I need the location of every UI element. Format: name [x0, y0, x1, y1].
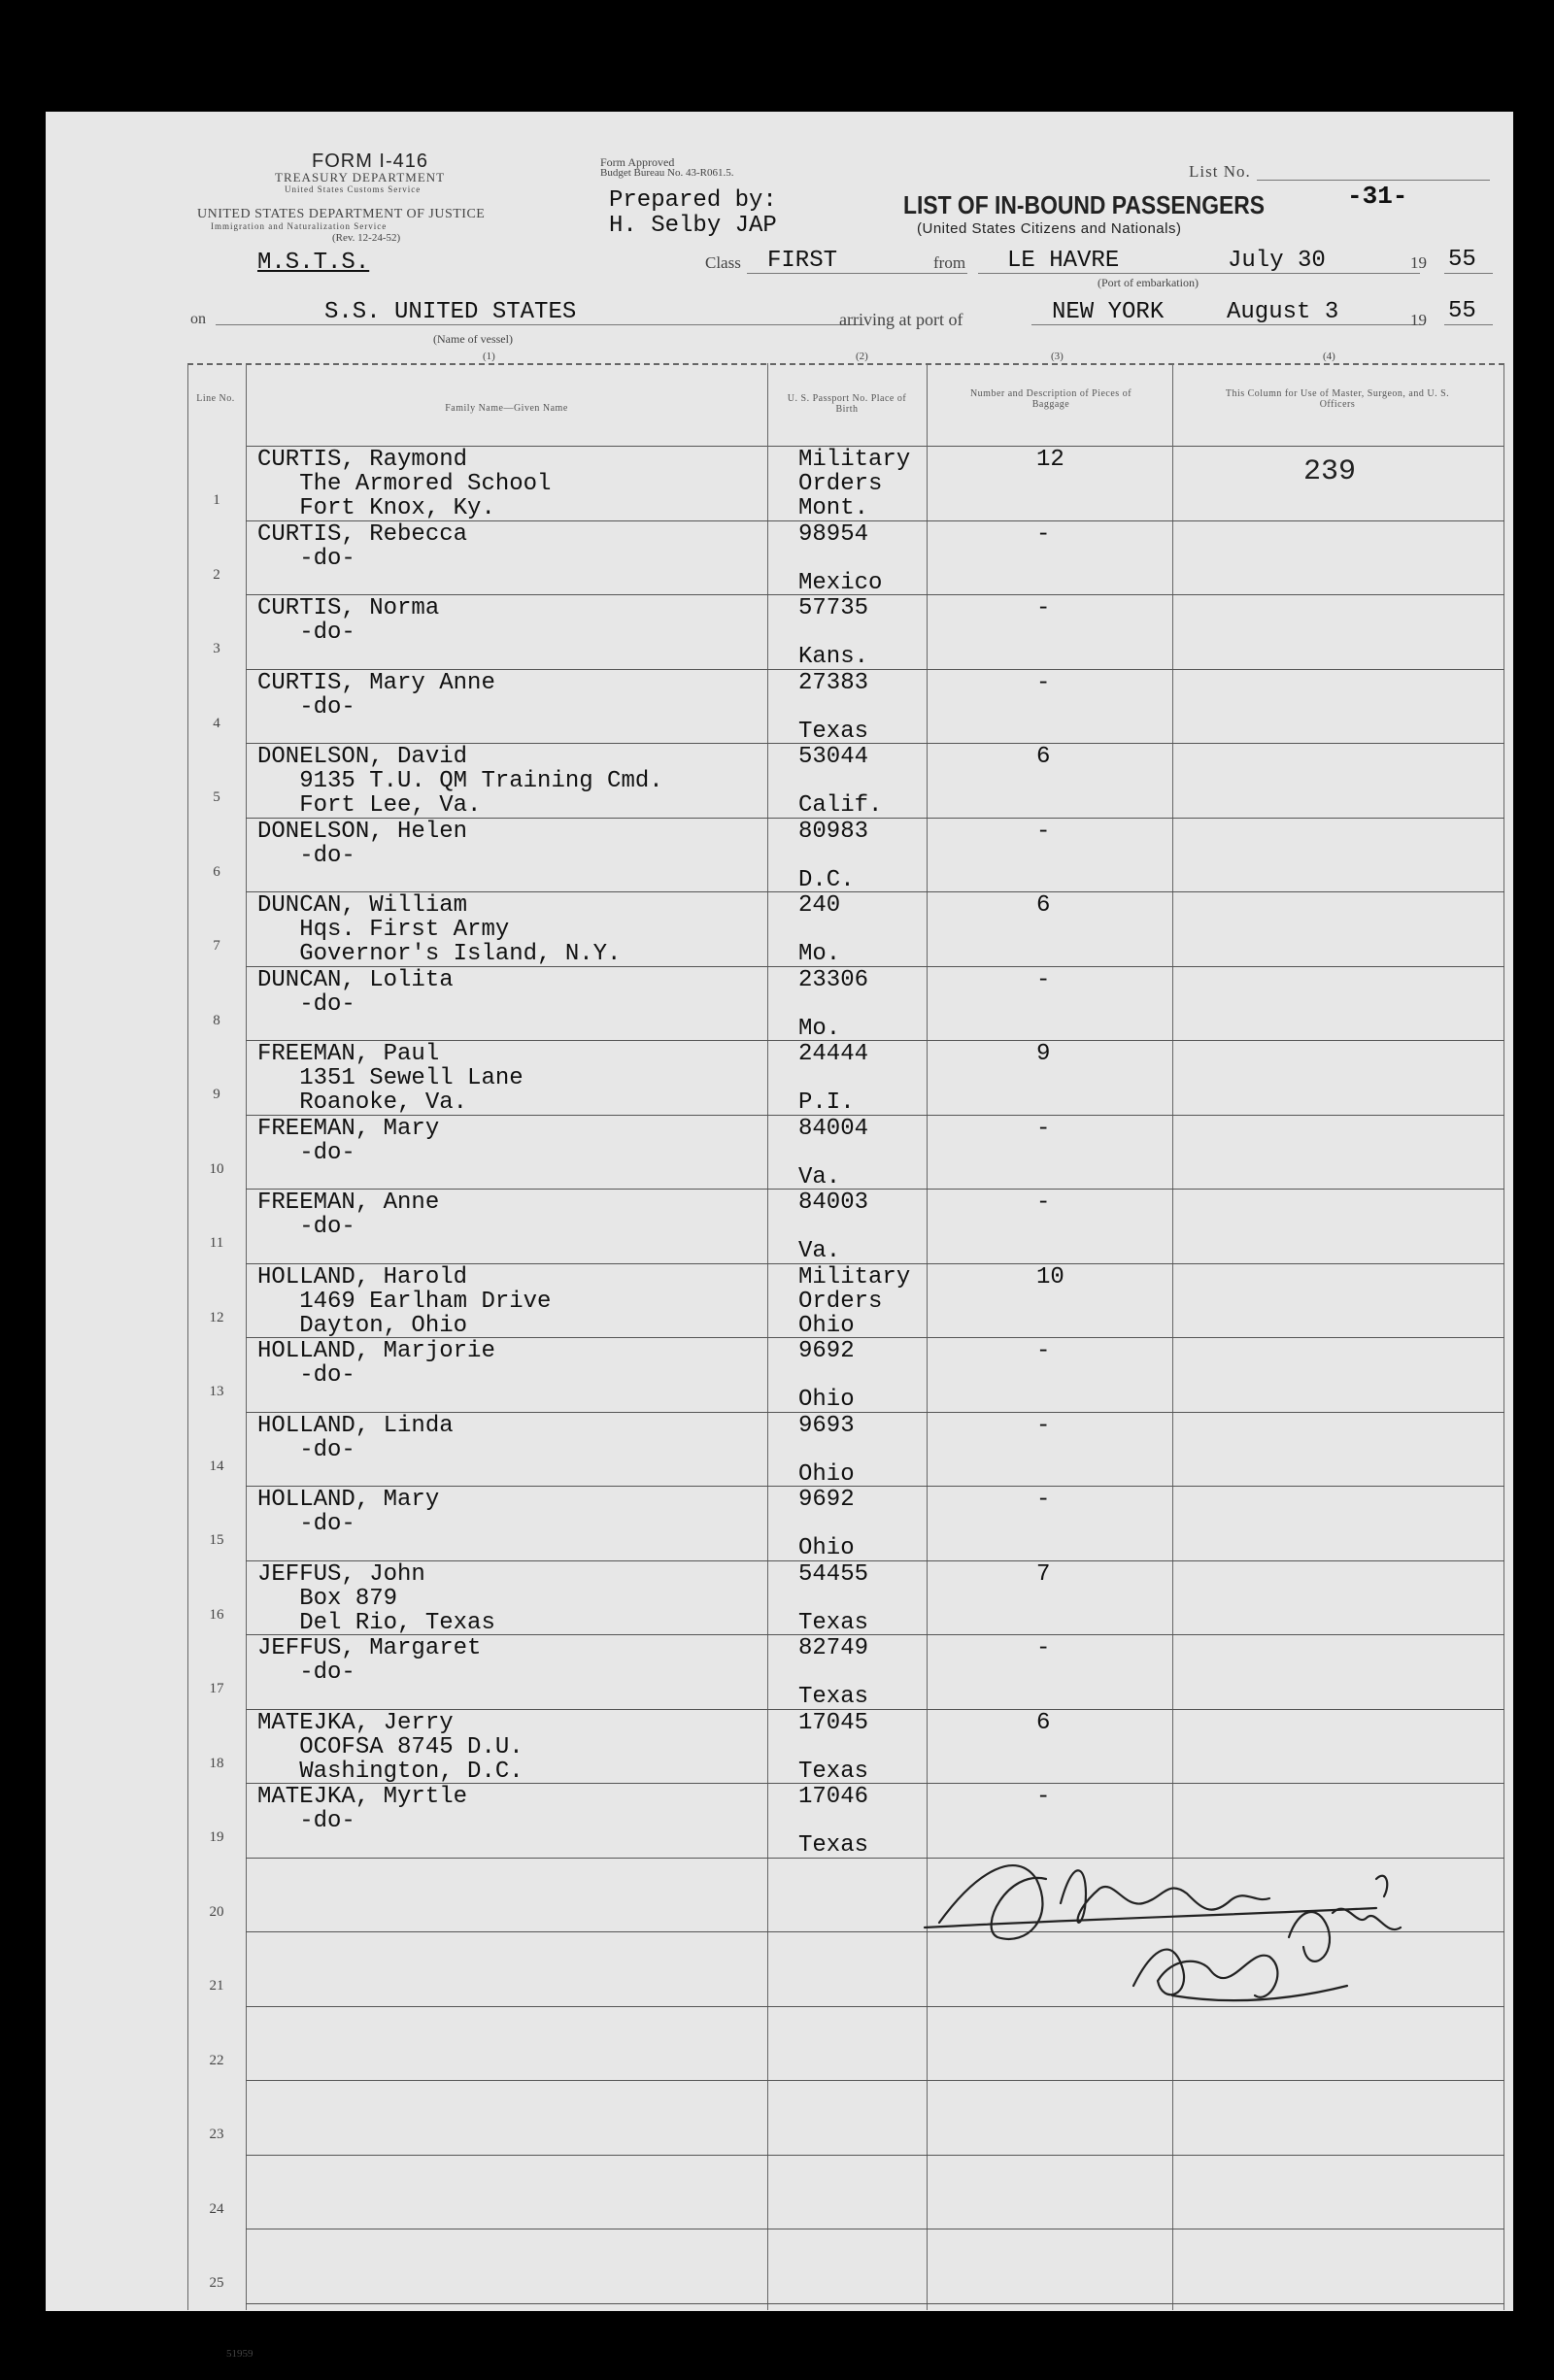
line-number: 19	[209, 1829, 224, 1845]
passenger-address: Roanoke, Va.	[257, 1089, 468, 1116]
passport-number: 17045	[798, 1709, 869, 1736]
place-of-birth: D.C.	[798, 866, 855, 893]
page-title: LIST OF IN-BOUND PASSENGERS	[903, 190, 1266, 219]
passenger-address: OCOFSA 8745 D.U.	[257, 1733, 524, 1760]
passport-number: 17046	[798, 1784, 869, 1810]
passenger-name: CURTIS, Raymond	[257, 447, 468, 473]
arrival-date: August 3	[1227, 299, 1339, 325]
column-number: (1)	[483, 351, 495, 362]
line-number: 10	[209, 1160, 224, 1177]
passenger-address: Washington, D.C.	[257, 1758, 524, 1785]
passenger-address: -do-	[257, 693, 355, 721]
vessel-name: S.S. UNITED STATES	[324, 299, 577, 325]
column-number: (2)	[856, 351, 868, 362]
place-of-birth: Texas	[798, 1609, 869, 1636]
passport-number: 84003	[798, 1190, 869, 1216]
passenger-address: Box 879	[257, 1585, 398, 1612]
passenger-name: JEFFUS, John	[257, 1560, 425, 1588]
treasury-dept: TREASURY DEPARTMENT	[275, 170, 446, 184]
line-number: 25	[209, 2275, 224, 2291]
line-number: 21	[209, 1978, 224, 1994]
passport-number: Military	[798, 447, 911, 473]
passenger-address: -do-	[257, 1214, 355, 1240]
place-of-birth: Texas	[798, 1758, 869, 1785]
baggage-count: -	[1036, 520, 1051, 548]
manifest-page	[46, 112, 1513, 2360]
baggage-count: -	[1036, 1115, 1051, 1142]
preparer-name: H. Selby JAP	[609, 213, 777, 239]
column-header-passport: U. S. Passport No. Place of Birth	[787, 393, 907, 415]
row-divider	[246, 1560, 1504, 1561]
baggage-count: -	[1036, 1190, 1051, 1216]
class-value: FIRST	[767, 248, 838, 274]
passenger-name: MATEJKA, Jerry	[257, 1709, 454, 1736]
baggage-count: -	[1036, 595, 1051, 621]
line-number: 14	[209, 1458, 224, 1474]
line-number: 3	[213, 641, 220, 656]
column-header-line-no: Line No.	[196, 393, 235, 404]
passport-number: Orders	[798, 471, 883, 497]
column-header-name: Family Name—Given Name	[445, 403, 568, 414]
passenger-address: Governor's Island, N.Y.	[257, 941, 622, 967]
column-number: (4)	[1323, 351, 1335, 362]
passenger-name: HOLLAND, Mary	[257, 1487, 440, 1513]
baggage-count: -	[1036, 966, 1051, 993]
baggage-count: -	[1036, 1784, 1051, 1810]
passenger-address: Dayton, Ohio	[257, 1312, 468, 1339]
passenger-address: 9135 T.U. QM Training Cmd.	[257, 768, 663, 794]
handwritten-signature	[920, 1811, 1522, 2025]
place-of-birth: Calif.	[798, 792, 883, 819]
baggage-count: -	[1036, 1487, 1051, 1513]
line-number: 17	[209, 1681, 224, 1696]
place-of-birth: Ohio	[798, 1535, 855, 1561]
place-of-birth: Mo.	[798, 1015, 841, 1042]
place-of-birth: Ohio	[798, 1460, 855, 1488]
on-label: on	[190, 311, 206, 327]
row-divider	[246, 2080, 1504, 2081]
baggage-count: 9	[1036, 1041, 1051, 1067]
column-header-officers: This Column for Use of Master, Surgeon, and U. S. Officers	[1225, 388, 1450, 410]
place-of-birth: Kans.	[798, 644, 869, 670]
msts-label: M.S.T.S.	[257, 250, 370, 276]
form-number: FORM I-416	[312, 151, 429, 172]
passenger-name: DUNCAN, Lolita	[257, 966, 454, 993]
passenger-address: -do-	[257, 620, 355, 646]
line-number: 16	[209, 1606, 224, 1623]
passenger-address: Fort Lee, Va.	[257, 792, 482, 819]
passenger-address: Del Rio, Texas	[257, 1609, 495, 1636]
form-approved: Form Approved	[600, 155, 675, 169]
arrival-year-prefix: 19	[1410, 311, 1427, 329]
passenger-address: -do-	[257, 990, 355, 1018]
passenger-address: -do-	[257, 1436, 355, 1463]
passport-number: 24444	[798, 1041, 869, 1067]
line-number: 7	[213, 938, 220, 954]
embarkation-caption: (Port of embarkation)	[1098, 276, 1199, 289]
passenger-address: -do-	[257, 1659, 355, 1686]
passport-number: 84004	[798, 1115, 869, 1142]
baggage-count: 6	[1036, 1709, 1051, 1736]
year-prefix: 19	[1410, 253, 1427, 272]
line-number: 24	[209, 2200, 224, 2217]
passport-number: 53044	[798, 744, 869, 770]
baggage-count: 6	[1036, 744, 1051, 770]
place-of-birth: Va.	[798, 1238, 841, 1264]
line-number: 6	[213, 863, 220, 880]
place-of-birth: Texas	[798, 718, 869, 745]
passport-number: Military	[798, 1263, 911, 1291]
passport-number: 9693	[798, 1412, 855, 1439]
line-number: 8	[213, 1012, 220, 1028]
place-of-birth: Texas	[798, 1832, 869, 1859]
line-number: 1	[213, 492, 220, 508]
customs-service: United States Customs Service	[285, 184, 422, 194]
passenger-address: -do-	[257, 1139, 355, 1166]
passenger-name: DUNCAN, William	[257, 892, 468, 919]
passenger-name: FREEMAN, Anne	[257, 1190, 440, 1216]
passenger-name: HOLLAND, Harold	[257, 1263, 468, 1291]
passport-number: 57735	[798, 595, 869, 621]
place-of-birth: Texas	[798, 1684, 869, 1710]
line-number: 9	[213, 1087, 220, 1102]
passport-number: 82749	[798, 1635, 869, 1661]
passport-number: 9692	[798, 1338, 855, 1364]
passport-number: 54455	[798, 1560, 869, 1588]
column-number: (3)	[1051, 351, 1064, 362]
revision-date: (Rev. 12-24-52)	[332, 232, 401, 244]
passenger-address: The Armored School	[257, 471, 552, 497]
line-number: 12	[209, 1309, 224, 1325]
baggage-count: 6	[1036, 892, 1051, 919]
from-label: from	[933, 253, 966, 272]
passenger-name: HOLLAND, Linda	[257, 1412, 454, 1439]
passenger-name: HOLLAND, Marjorie	[257, 1338, 495, 1364]
baggage-count: 10	[1036, 1263, 1064, 1291]
passport-number: 27383	[798, 669, 869, 696]
line-number: 4	[213, 715, 220, 731]
baggage-count: -	[1036, 1635, 1051, 1661]
ins-service: Immigration and Naturalization Service	[211, 221, 388, 231]
passenger-address: 1469 Earlham Drive	[257, 1288, 552, 1315]
vessel-caption: (Name of vessel)	[433, 332, 513, 346]
passport-number: 98954	[798, 520, 869, 548]
passenger-name: MATEJKA, Myrtle	[257, 1784, 468, 1810]
place-of-birth: Mo.	[798, 941, 841, 967]
baggage-count: 7	[1036, 1560, 1051, 1588]
passenger-address: Fort Knox, Ky.	[257, 495, 495, 521]
line-number: 5	[213, 789, 220, 805]
line-number: 23	[209, 2127, 224, 2142]
passenger-address: -do-	[257, 545, 355, 572]
class-label: Class	[705, 253, 741, 272]
passport-number: Orders	[798, 1288, 883, 1315]
page-subtitle: (United States Citizens and Nationals)	[917, 220, 1182, 237]
passenger-name: CURTIS, Mary Anne	[257, 669, 495, 696]
place-of-birth: P.I.	[798, 1089, 855, 1116]
arriving-label: arriving at port of	[839, 310, 963, 329]
line-number: 2	[213, 566, 220, 583]
passport-number: 240	[798, 892, 841, 919]
arrival-port: NEW YORK	[1052, 299, 1165, 325]
departure-year: 55	[1448, 247, 1476, 273]
passenger-name: CURTIS, Rebecca	[257, 520, 468, 548]
embarkation-port: LE HAVRE	[1007, 248, 1120, 274]
place-of-birth: Mexico	[798, 569, 883, 596]
prepared-by-label: Prepared by:	[609, 187, 777, 214]
line-number: 11	[209, 1235, 224, 1251]
departure-date: July 30	[1228, 248, 1326, 274]
passenger-address: -do-	[257, 1362, 355, 1389]
place-of-birth: Ohio	[798, 1312, 855, 1339]
form-code: 51959	[226, 2348, 253, 2360]
place-of-birth: Mont.	[798, 495, 869, 521]
budget-bureau: Budget Bureau No. 43-R061.5.	[600, 167, 734, 179]
arrival-year: 55	[1448, 298, 1476, 324]
officer-note: 239	[1303, 455, 1357, 488]
passport-number: 23306	[798, 966, 869, 993]
passenger-name: DONELSON, David	[257, 744, 468, 770]
justice-dept: UNITED STATES DEPARTMENT OF JUSTICE	[197, 207, 486, 221]
baggage-count: -	[1036, 1338, 1051, 1364]
line-number: 18	[209, 1755, 224, 1771]
passenger-address: -do-	[257, 842, 355, 869]
place-of-birth: Ohio	[798, 1387, 855, 1413]
row-divider	[246, 2303, 1504, 2304]
place-of-birth: Va.	[798, 1163, 841, 1190]
line-number: 13	[209, 1384, 224, 1399]
list-no-label: List No.	[1189, 162, 1251, 181]
baggage-count: -	[1036, 818, 1051, 845]
baggage-count: 12	[1036, 447, 1064, 473]
list-number: -31-	[1347, 182, 1408, 211]
passport-number: 9692	[798, 1487, 855, 1513]
baggage-count: -	[1036, 1412, 1051, 1439]
passenger-name: CURTIS, Norma	[257, 595, 440, 621]
line-number: 22	[209, 2052, 224, 2068]
row-divider	[246, 2155, 1504, 2156]
passenger-address: -do-	[257, 1808, 355, 1834]
passport-number: 80983	[798, 818, 869, 845]
baggage-count: -	[1036, 669, 1051, 696]
passenger-name: FREEMAN, Paul	[257, 1041, 440, 1067]
passenger-address: -do-	[257, 1511, 355, 1537]
passenger-name: FREEMAN, Mary	[257, 1115, 440, 1142]
column-header-baggage: Number and Description of Pieces of Baggage	[969, 388, 1132, 410]
passenger-address: 1351 Sewell Lane	[257, 1065, 524, 1091]
passenger-name: DONELSON, Helen	[257, 818, 468, 845]
passenger-name: JEFFUS, Margaret	[257, 1635, 482, 1661]
line-number: 20	[209, 1903, 224, 1920]
passenger-address: Hqs. First Army	[257, 917, 510, 943]
line-number: 15	[209, 1532, 224, 1548]
